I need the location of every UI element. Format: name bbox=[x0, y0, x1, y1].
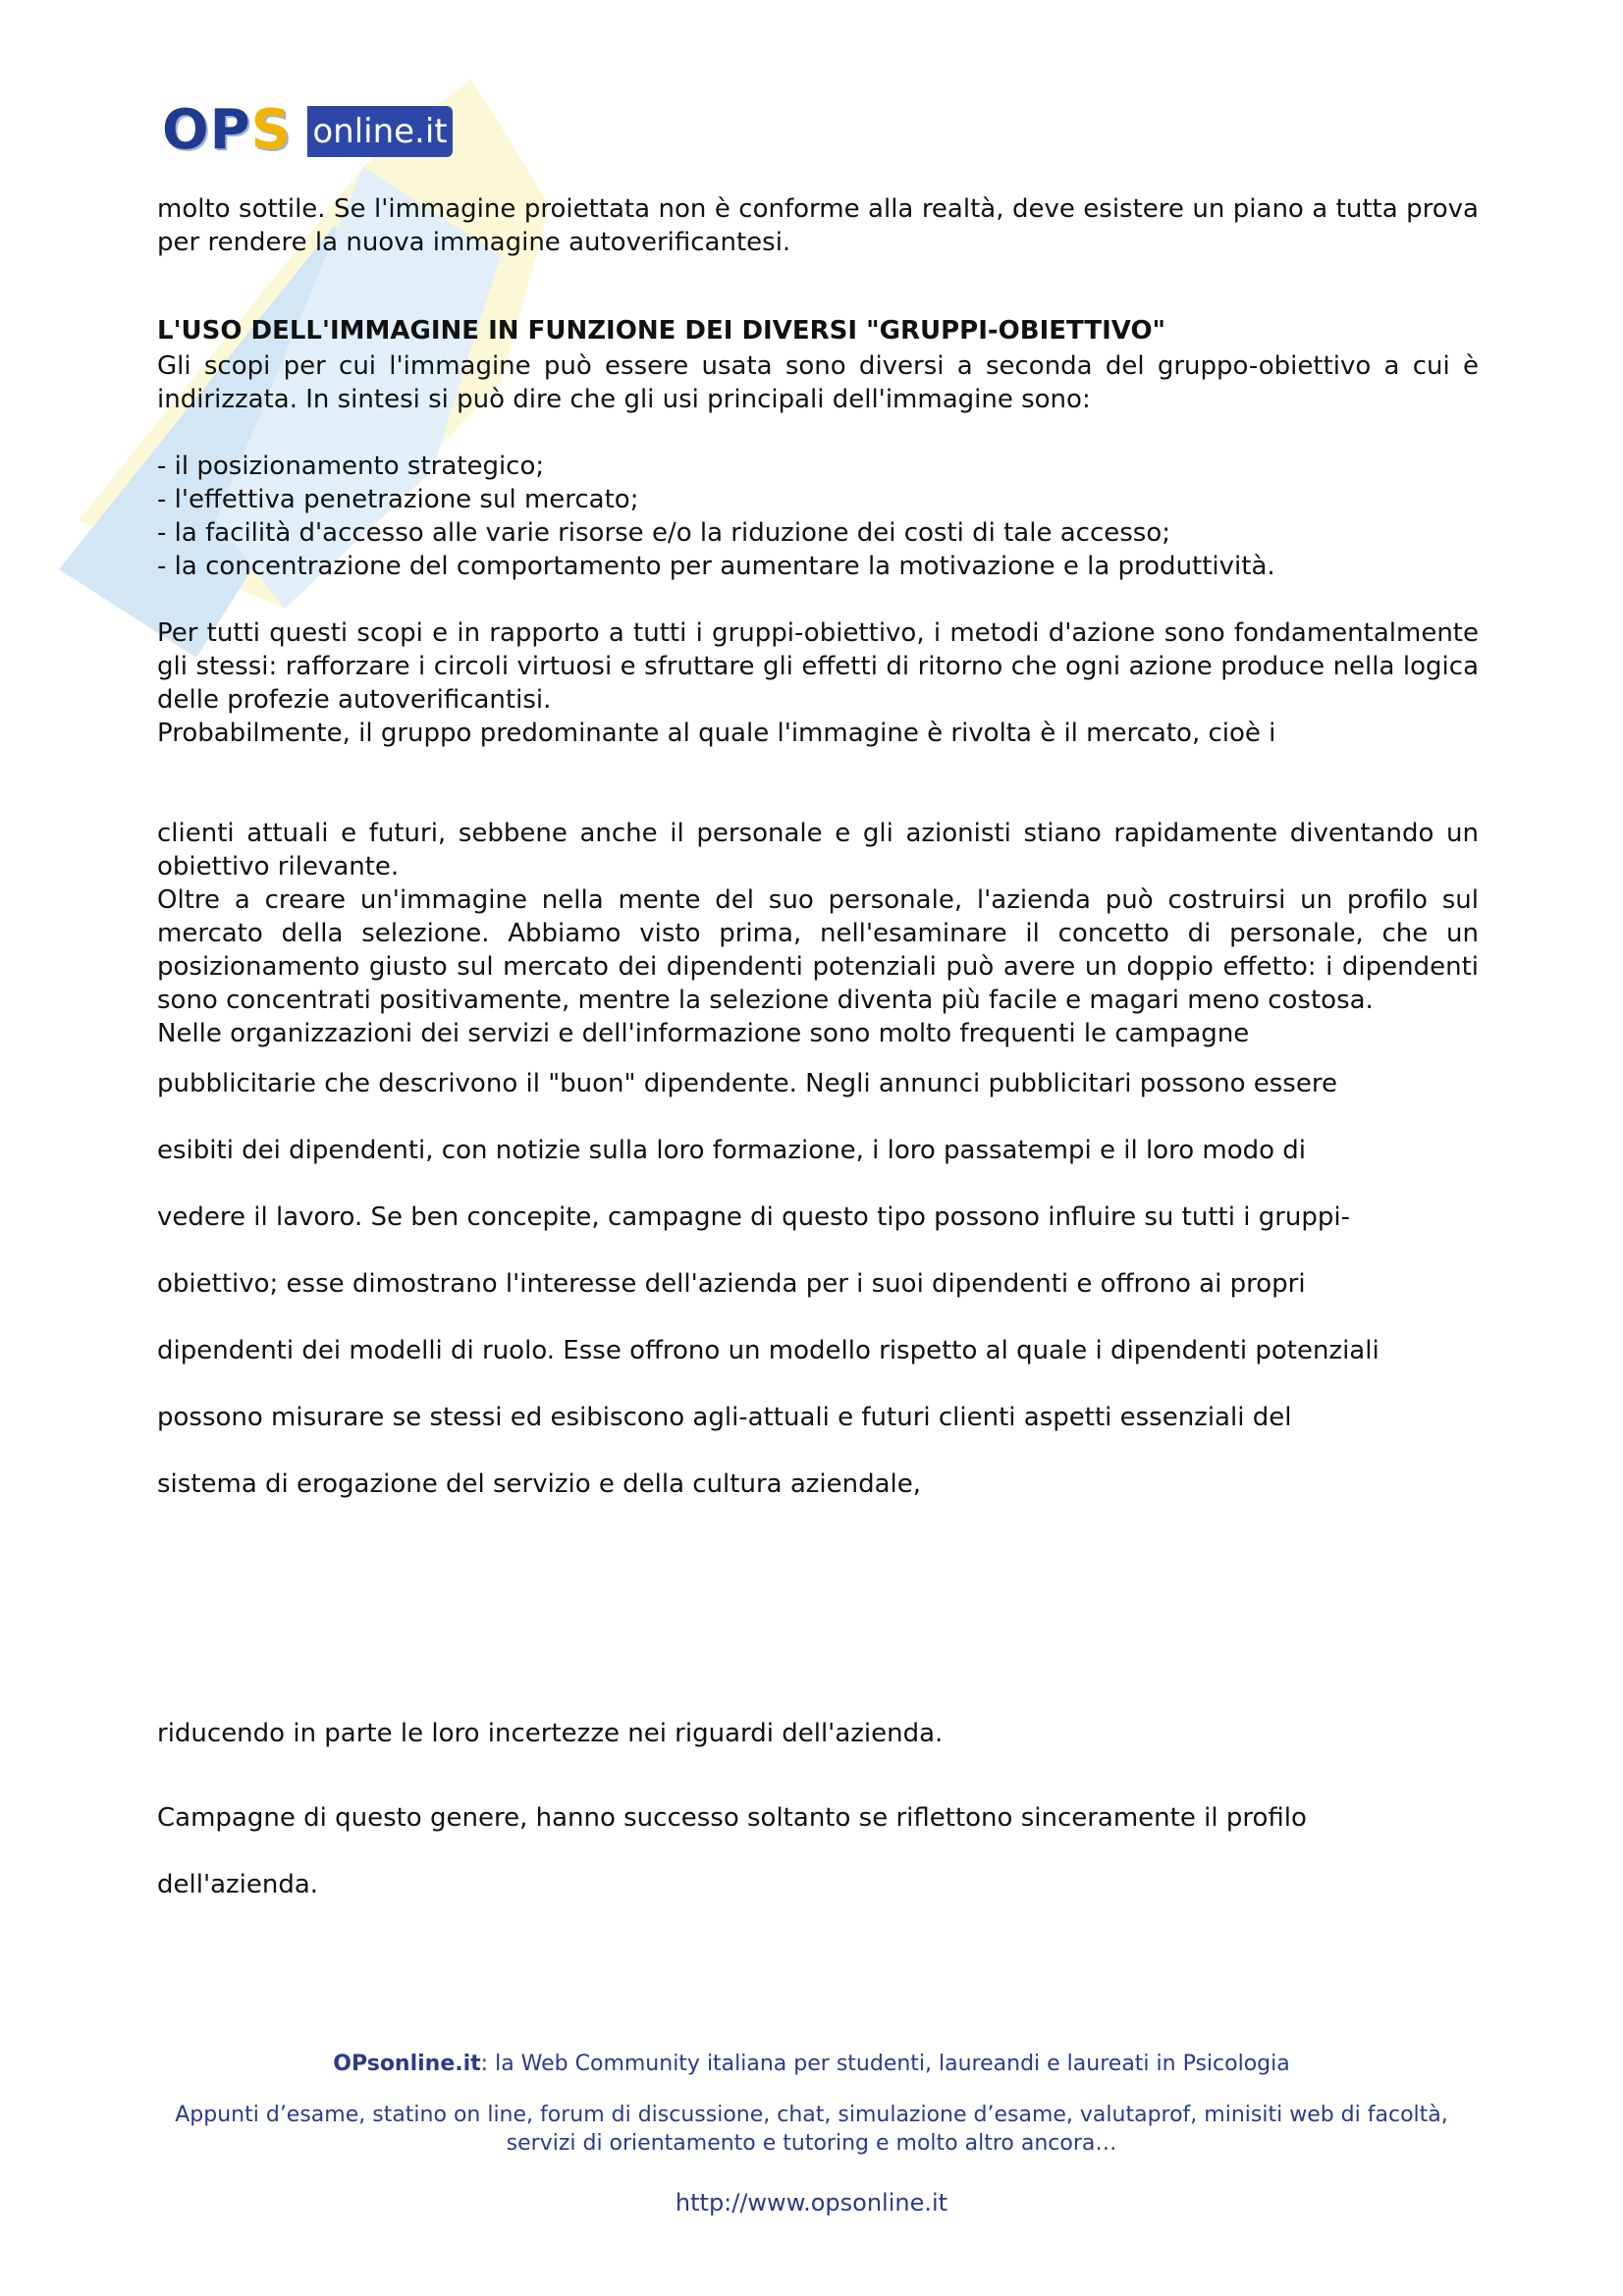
text-line: dell'azienda. bbox=[157, 1870, 319, 1899]
paragraph: molto sottile. Se l'immagine proiettata non è conforme alla realtà, deve esistere un piano a tutta prova per rendere la nuova immagine autoverificantesi. bbox=[157, 194, 1479, 257]
footer-tagline: : la Web Community italiana per studenti, laureandi e laureati in Psicologia bbox=[480, 2052, 1290, 2076]
text-line: pubblicitarie che descrivono il "buon" dipendente. Negli annunci pubblicitari possono essere bbox=[157, 1069, 1337, 1098]
logo-online-text: online.it bbox=[307, 106, 453, 157]
text-line: vedere il lavoro. Se ben concepite, campagne di questo tipo possono influire su tutti i gruppi- bbox=[157, 1202, 1350, 1232]
paragraph: clienti attuali e futuri, sebbene anche il personale e gli azionisti stiano rapidamente diventando un obiettivo rilevante. bbox=[157, 819, 1479, 881]
footer-services bbox=[0, 2101, 1623, 2158]
footer-brand: OPsonline.it bbox=[333, 2052, 481, 2076]
list-item: - la concentrazione del comportamento per aumentare la motivazione e la produttività. bbox=[157, 552, 1275, 581]
text-line: Campagne di questo genere, hanno successo soltanto se riflettono sinceramente il profilo bbox=[157, 1803, 1307, 1833]
paragraph: Probabilmente, il gruppo predominante al quale l'immagine è rivolta è il mercato, cioè i bbox=[157, 719, 1276, 748]
paragraph: Gli scopi per cui l'immagine può essere usata sono diversi a seconda del gruppo-obiettivo a cui è indirizzata. In sintesi si può dire che gli usi principali dell'immagine sono: bbox=[157, 351, 1479, 414]
text-line: possono misurare se stessi ed esibiscono agli-attuali e futuri clienti aspetti essenziali del bbox=[157, 1403, 1292, 1432]
paragraph: Per tutti questi scopi e in rapporto a tutti i gruppi-obiettivo, i metodi d'azione sono fondamentalmente gli stessi: rafforzare i circoli virtuosi e sfruttare gli effetti di ritorno che ogni azione produce nella logica delle profezie autoverificantisi. bbox=[157, 618, 1479, 715]
list-item: - il posizionamento strategico; bbox=[157, 452, 545, 481]
text-line: sistema di erogazione del servizio e della cultura aziendale, bbox=[157, 1469, 922, 1499]
list-item: - l'effettiva penetrazione sul mercato; bbox=[157, 485, 639, 514]
section-heading: L'USO DELL'IMMAGINE IN FUNZIONE DEI DIVERSI "GRUPPI-OBIETTIVO" bbox=[157, 316, 1166, 346]
document-body bbox=[157, 192, 1479, 1918]
paragraph: Nelle organizzazioni dei servizi e dell'informazione sono molto frequenti le campagne bbox=[157, 1019, 1250, 1048]
text-line: dipendenti dei modelli di ruolo. Esse offrono un modello rispetto al quale i dipendenti potenziali bbox=[157, 1336, 1380, 1365]
text-line: riducendo in parte le loro incertezze nei riguardi dell'azienda. bbox=[157, 1719, 944, 1748]
opsonline-logo bbox=[162, 98, 457, 163]
paragraph: Oltre a creare un'immagine nella mente del suo personale, l'azienda può costruirsi un profilo sul mercato della selezione. Abbiamo visto prima, nell'esaminare il concetto di personale, che un posizionamento giusto sul mercato dei dipendenti potenziali può avere un doppio effetto: i dipendenti sono concentrati positivamente, mentre la selezione diventa più facile e magari meno costosa. bbox=[157, 885, 1479, 1015]
footer-tagline-line bbox=[0, 2052, 1623, 2076]
footer-services-line: Appunti d’esame, statino on line, forum di discussione, chat, simulazione d’esame, valutaprof, minisiti web di facoltà, bbox=[175, 2103, 1448, 2127]
text-line: obiettivo; esse dimostrano l'interesse dell'azienda per i suoi dipendenti e offrono ai propri bbox=[157, 1269, 1306, 1299]
list-item: - la facilità d'accesso alle varie risorse e/o la riduzione dei costi di tale accesso; bbox=[157, 518, 1171, 548]
text-line: esibiti dei dipendenti, con notizie sulla loro formazione, i loro passatempi e il loro modo di bbox=[157, 1136, 1307, 1165]
footer-services-line: servizi di orientamento e tutoring e molto altro ancora… bbox=[506, 2131, 1117, 2156]
logo-ops-text: OPS bbox=[162, 98, 292, 162]
footer-url-link[interactable]: http://www.opsonline.it bbox=[675, 2189, 948, 2216]
